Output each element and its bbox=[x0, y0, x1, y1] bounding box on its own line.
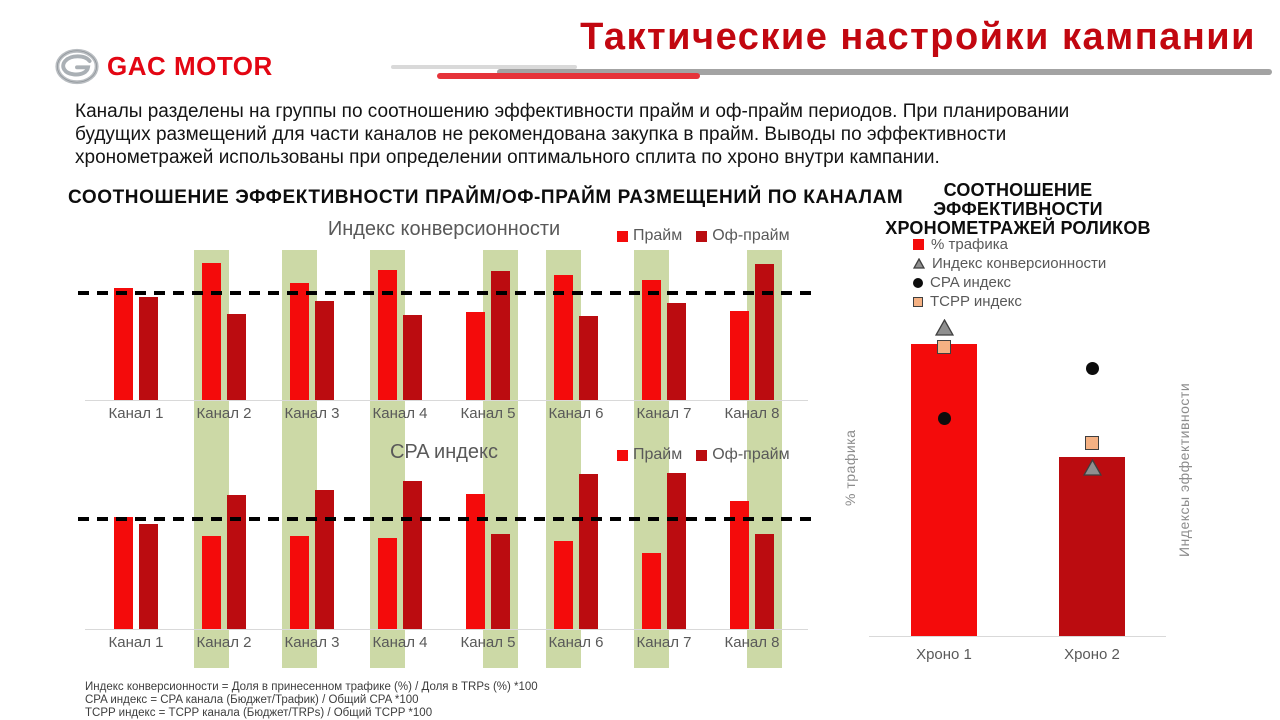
x-axis-line bbox=[869, 636, 1166, 637]
bar-group bbox=[92, 250, 180, 400]
marker-tan-square bbox=[937, 340, 951, 354]
bar-prime bbox=[202, 536, 221, 629]
category-label: Канал 4 bbox=[372, 634, 428, 651]
bar-group bbox=[180, 250, 268, 400]
chart2-title: CPA индекс bbox=[389, 441, 499, 463]
bar-offprime bbox=[315, 301, 334, 400]
legend-item bbox=[696, 227, 789, 245]
bar-prime bbox=[378, 270, 397, 400]
chart1-legend bbox=[617, 227, 790, 245]
x-axis-line bbox=[85, 629, 808, 630]
circle-marker-icon bbox=[913, 278, 923, 288]
legend-swatch-icon bbox=[617, 231, 628, 242]
category-label: Канал 4 bbox=[372, 405, 428, 422]
bar-prime bbox=[202, 263, 221, 400]
legend-label: Оф-прайм bbox=[712, 446, 790, 463]
circle-marker-icon bbox=[938, 412, 951, 425]
conversion-index-chart bbox=[92, 250, 796, 422]
brand-text: GAC MOTOR bbox=[107, 51, 273, 81]
bar-group bbox=[92, 470, 180, 629]
footnote-line: TCPP индекс = TCPP канала (Бюджет/TRPs) / Общий TCPP *100 bbox=[85, 707, 433, 719]
legend-item bbox=[913, 236, 1106, 253]
triangle-marker-icon bbox=[935, 319, 954, 336]
bar-offprime bbox=[139, 297, 158, 400]
bar-prime bbox=[554, 541, 573, 629]
square-marker-icon bbox=[937, 340, 951, 354]
legend-swatch-icon bbox=[696, 231, 707, 242]
legend-swatch-icon bbox=[696, 450, 707, 461]
bar-group bbox=[444, 250, 532, 400]
category-label: Хроно 2 bbox=[1064, 646, 1120, 663]
bar-group bbox=[620, 250, 708, 400]
bar-prime bbox=[730, 311, 749, 400]
bar-group bbox=[356, 250, 444, 400]
legend-label: Прайм bbox=[633, 446, 683, 463]
bar-group bbox=[532, 250, 620, 400]
square-marker-icon bbox=[1085, 436, 1099, 450]
intro-line: будущих размещений для части каналов не рекомендована закупка в прайм. Выводы по эффективности bbox=[75, 124, 1007, 145]
bar-prime bbox=[466, 312, 485, 400]
bar-offprime bbox=[579, 474, 598, 629]
right-section-header-line: СООТНОШЕНИЕ ЭФФЕКТИВНОСТИ bbox=[933, 180, 1103, 219]
category-label: Канал 6 bbox=[548, 634, 604, 651]
square-marker-icon bbox=[913, 297, 923, 307]
bar-offprime bbox=[315, 490, 334, 629]
legend-label: Прайм bbox=[633, 227, 683, 244]
bar-group bbox=[708, 250, 796, 400]
footnotes bbox=[85, 681, 538, 720]
category-label: Канал 3 bbox=[284, 634, 340, 651]
marker-gray-triangle bbox=[935, 319, 954, 336]
category-label: Канал 2 bbox=[196, 634, 252, 651]
circle-marker-icon bbox=[1086, 362, 1099, 375]
bar-chrono1 bbox=[911, 344, 977, 636]
bar-chrono2 bbox=[1059, 457, 1125, 636]
legend-label: TCPP индекс bbox=[930, 293, 1022, 310]
legend-item bbox=[696, 446, 789, 464]
square-marker-icon bbox=[913, 239, 924, 250]
footnote-line: CPA индекс = CPA канала (Бюджет/Трафик) / Общий CPA *100 bbox=[85, 694, 419, 706]
page-title: Тактические настройки кампании bbox=[580, 16, 1256, 58]
bar-prime bbox=[114, 288, 133, 401]
bar-offprime bbox=[227, 495, 246, 629]
bar-offprime bbox=[139, 524, 158, 629]
left-section-header: СООТНОШЕНИЕ ЭФФЕКТИВНОСТИ ПРАЙМ/ОФ-ПРАЙМ РАЗМЕЩЕНИЙ ПО КАНАЛАМ bbox=[68, 187, 904, 208]
chart1-title: Индекс конверсионности bbox=[327, 218, 561, 240]
category-label: Канал 5 bbox=[460, 634, 516, 651]
threshold-dashed-line bbox=[78, 517, 812, 521]
bar-groups bbox=[92, 250, 796, 400]
bar-group bbox=[708, 470, 796, 629]
chart2-legend bbox=[617, 446, 790, 464]
category-label: Канал 6 bbox=[548, 405, 604, 422]
intro-line: хронометражей использованы при определении оптимального сплита по хроно внутри кампании. bbox=[75, 147, 940, 168]
legend-label: Индекс конверсионности bbox=[932, 255, 1107, 272]
category-label: Хроно 1 bbox=[916, 646, 972, 663]
legend-item bbox=[913, 293, 1106, 310]
category-label: Канал 3 bbox=[284, 405, 340, 422]
footnote-line: Индекс конверсионности = Доля в принесенном трафике (%) / Доля в TRPs (%) *100 bbox=[85, 681, 538, 693]
marker-black-circle bbox=[1086, 362, 1099, 375]
gac-emblem-icon bbox=[55, 48, 99, 85]
legend-swatch-icon bbox=[617, 450, 628, 461]
bar-prime bbox=[290, 283, 309, 400]
marker-black-circle bbox=[938, 412, 951, 425]
category-label: Канал 7 bbox=[636, 634, 692, 651]
category-label: Канал 8 bbox=[724, 405, 780, 422]
bar-group bbox=[620, 470, 708, 629]
chrono-legend bbox=[913, 236, 1106, 310]
bar-group bbox=[444, 470, 532, 629]
category-label: Канал 8 bbox=[724, 634, 780, 651]
category-label: Канал 2 bbox=[196, 405, 252, 422]
legend-item bbox=[617, 227, 682, 245]
legend-item bbox=[913, 274, 1106, 291]
y-axis-label-traffic: % трафика bbox=[842, 429, 858, 506]
bar-offprime bbox=[403, 481, 422, 629]
bar-offprime bbox=[227, 314, 246, 400]
bar-group bbox=[532, 470, 620, 629]
bar-offprime bbox=[403, 315, 422, 400]
legend-item bbox=[617, 446, 682, 464]
bar-prime bbox=[642, 553, 661, 629]
cpa-index-chart bbox=[92, 470, 796, 651]
category-labels bbox=[92, 400, 796, 422]
bar-offprime bbox=[579, 316, 598, 400]
legend-item bbox=[913, 255, 1106, 272]
category-label: Канал 1 bbox=[108, 634, 164, 651]
bar-prime bbox=[378, 538, 397, 629]
bar-prime bbox=[642, 280, 661, 400]
category-label: Канал 1 bbox=[108, 405, 164, 422]
threshold-dashed-line bbox=[78, 291, 812, 295]
bar-prime bbox=[290, 536, 309, 629]
bar-offprime bbox=[667, 303, 686, 401]
legend-label: % трафика bbox=[931, 236, 1009, 253]
right-section-header bbox=[862, 181, 1174, 238]
marker-tan-square bbox=[1085, 436, 1099, 450]
legend-label: Оф-прайм bbox=[712, 227, 790, 244]
bar-prime bbox=[466, 494, 485, 629]
bar-group bbox=[268, 470, 356, 629]
bar-group bbox=[356, 470, 444, 629]
bar-offprime bbox=[491, 534, 510, 629]
legend-label: CPA индекс bbox=[930, 274, 1012, 291]
bar-prime bbox=[114, 517, 133, 629]
y-axis-label-indices: Индексы эффективности bbox=[1176, 382, 1192, 557]
category-label: Канал 7 bbox=[636, 405, 692, 422]
bar-offprime bbox=[667, 473, 686, 629]
marker-gray-triangle bbox=[1083, 459, 1102, 476]
category-label: Канал 5 bbox=[460, 405, 516, 422]
intro-line: Каналы разделены на группы по соотношению эффективности прайм и оф-прайм периодов. При планировании bbox=[75, 101, 1070, 122]
right-section-header-line: ХРОНОМЕТРАЖЕЙ РОЛИКОВ bbox=[885, 218, 1151, 238]
bar-offprime bbox=[755, 534, 774, 629]
category-labels bbox=[92, 629, 796, 651]
intro-text bbox=[75, 100, 1069, 169]
bar-offprime bbox=[755, 264, 774, 400]
decor-line-red bbox=[437, 73, 700, 79]
bar-group bbox=[180, 470, 268, 629]
x-axis-line bbox=[85, 400, 808, 401]
triangle-marker-icon bbox=[1083, 459, 1102, 476]
logo bbox=[55, 48, 273, 85]
bar-group bbox=[268, 250, 356, 400]
triangle-marker-icon bbox=[913, 258, 925, 269]
bar-groups bbox=[92, 470, 796, 629]
